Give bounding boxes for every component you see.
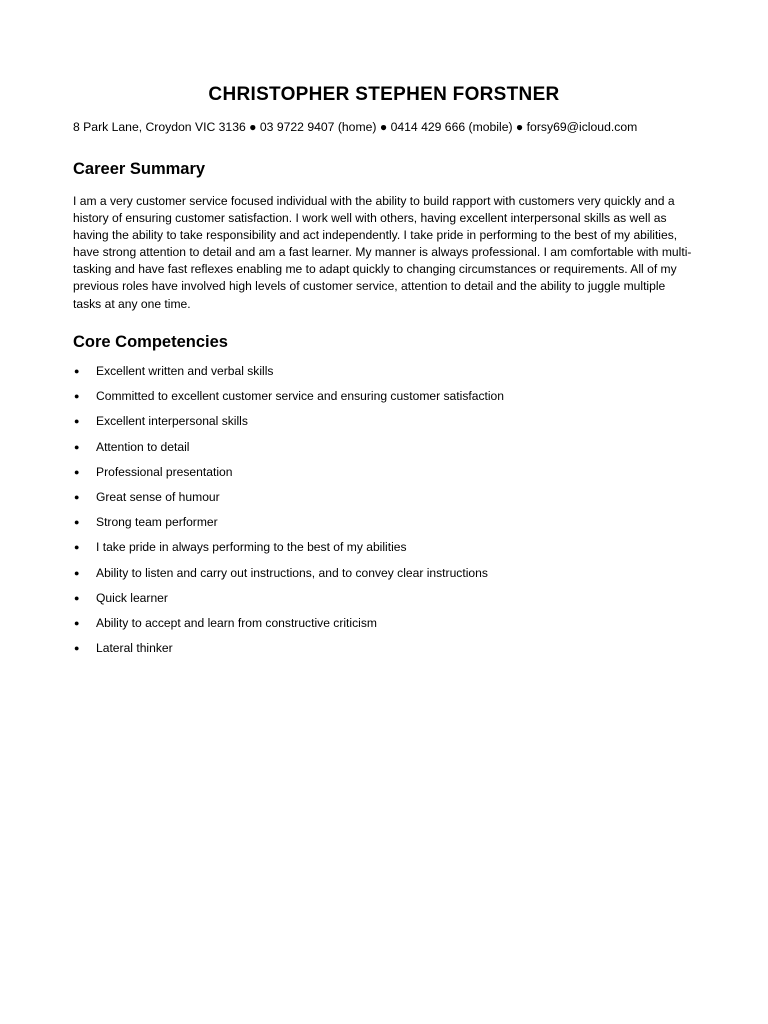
- career-summary-heading: Career Summary: [73, 160, 206, 178]
- list-item: [73, 363, 693, 388]
- competency-text: Ability to accept and learn from constructive criticism: [96, 615, 377, 630]
- bullet-icon: ●: [74, 643, 80, 654]
- list-item: [73, 514, 693, 539]
- bullet-icon: ●: [74, 517, 80, 528]
- list-item: [73, 413, 693, 438]
- competency-text: Strong team performer: [96, 515, 218, 530]
- list-item: [73, 539, 693, 564]
- competency-text: Excellent written and verbal skills: [96, 364, 274, 378]
- bullet-icon: ●: [74, 391, 80, 402]
- bullet-icon: ●: [74, 441, 80, 452]
- candidate-name: CHRISTOPHER STEPHEN FORSTNER: [208, 84, 560, 105]
- competency-text: Professional presentation: [96, 464, 233, 479]
- competency-text: I take pride in always performing to the best of my abilities: [96, 540, 407, 555]
- bullet-icon: ●: [74, 542, 80, 553]
- contact-details: 8 Park Lane, Croydon VIC 3136 ● 03 9722 9407 (home) ● 0414 429 666 (mobile) ● forsy69@icloud.com: [73, 120, 638, 134]
- list-item: [73, 615, 693, 640]
- bullet-icon: ●: [74, 366, 80, 376]
- bullet-icon: ●: [74, 491, 80, 502]
- list-item: [73, 565, 693, 590]
- bullet-icon: ●: [74, 416, 80, 427]
- list-item: [73, 439, 693, 464]
- career-summary-text: I am a very customer service focused individual with the ability to build rapport with customers very quickly and a history of ensuring customer satisfaction. I work well with others, having excellent interpersonal skills as well as having the ability to take responsibility and act independently. I take pride in performing to the best of my abilities, have strong attention to detail and am a fast learner. My manner is always professional. I am comfortable with multi-tasking and have fast reflexes enabling me to adapt quickly to changing circumstances or requirements. All of my previous roles have involved high levels of customer service, attention to detail and the ability to juggle multiple tasks at any one time.: [73, 194, 692, 311]
- competency-text: Great sense of humour: [96, 489, 220, 504]
- list-item: [73, 464, 693, 489]
- bullet-icon: ●: [74, 466, 80, 477]
- bullet-icon: ●: [74, 617, 80, 628]
- list-item: [73, 489, 693, 514]
- core-competencies-heading: Core Competencies: [73, 333, 228, 351]
- competency-text: Excellent interpersonal skills: [96, 414, 248, 429]
- competency-text: Attention to detail: [96, 439, 190, 454]
- bullet-icon: ●: [74, 592, 80, 603]
- bullet-icon: ●: [74, 567, 80, 578]
- competency-text: Ability to listen and carry out instructions, and to convey clear instructions: [96, 565, 488, 580]
- competency-text: Committed to excellent customer service and ensuring customer satisfaction: [96, 389, 505, 404]
- core-competencies-list: [73, 363, 693, 665]
- competency-text: Quick learner: [96, 590, 168, 605]
- list-item: [73, 388, 693, 413]
- competency-text: Lateral thinker: [96, 641, 173, 656]
- list-item: [73, 590, 693, 615]
- list-item: [73, 640, 693, 665]
